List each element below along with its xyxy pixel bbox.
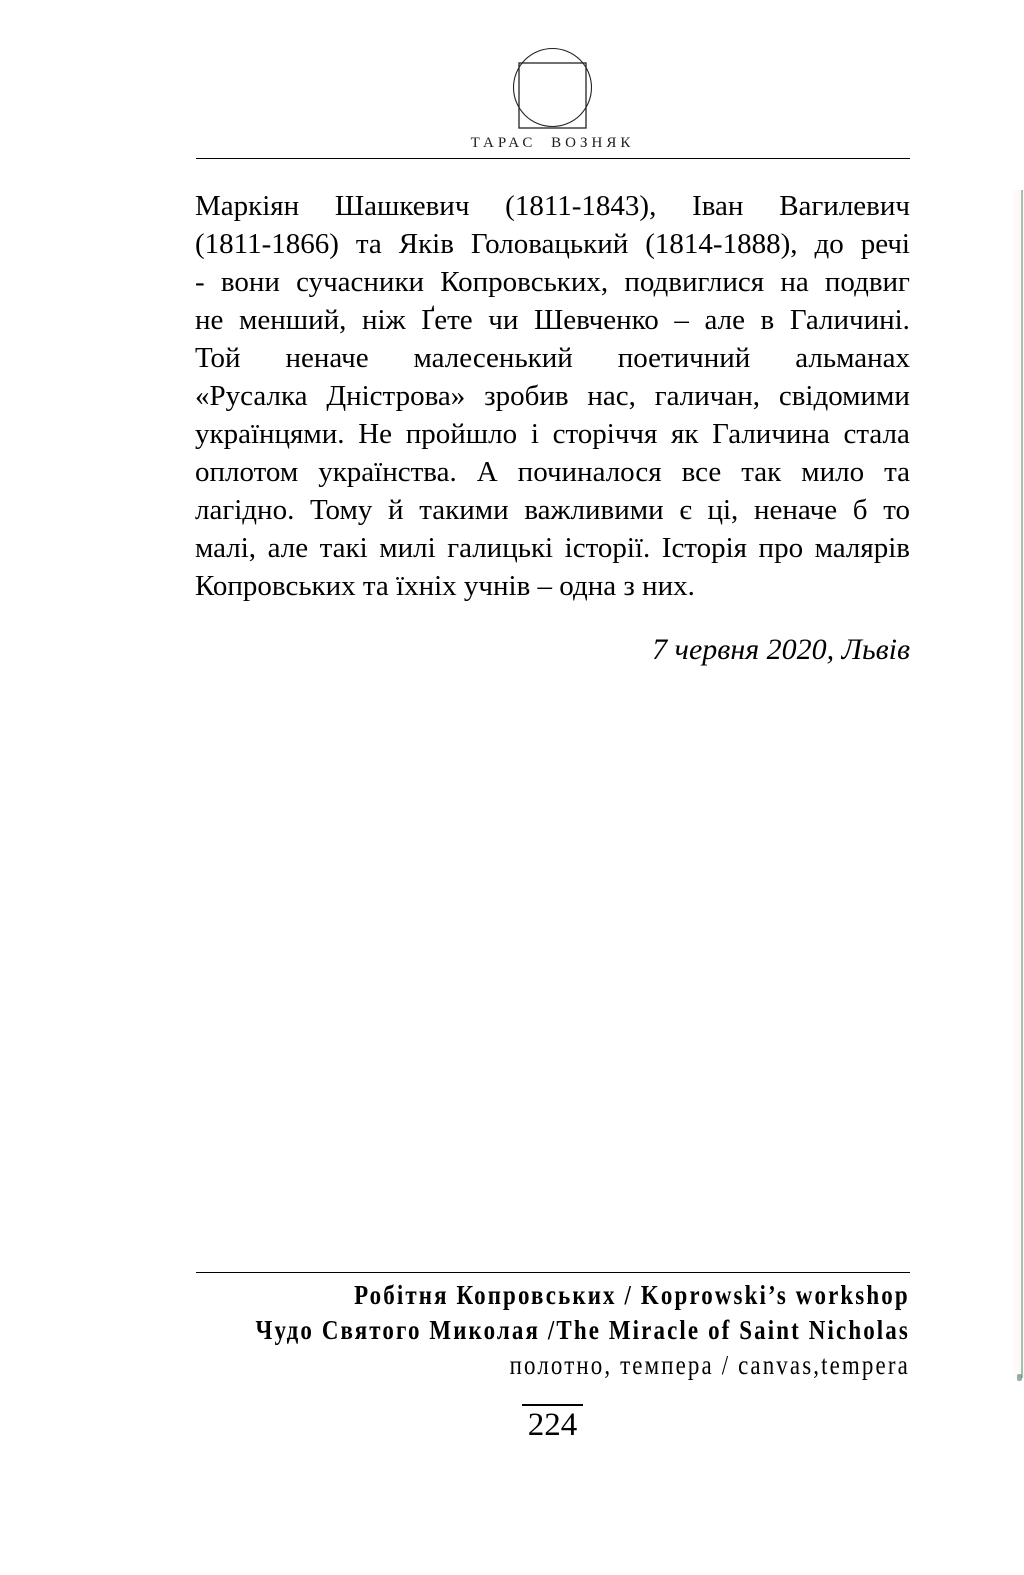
word: свідомими <box>778 380 910 412</box>
word: і <box>530 418 539 450</box>
word: важливими <box>524 494 664 526</box>
word: вони <box>220 266 280 298</box>
word: як <box>671 418 699 450</box>
word: А <box>476 456 498 488</box>
word: – <box>674 304 689 336</box>
body-line <box>195 263 910 301</box>
word: Яків <box>398 228 454 260</box>
word: стала <box>843 418 910 450</box>
word: речі <box>860 228 910 260</box>
word: - <box>195 266 205 298</box>
body-line <box>195 187 910 225</box>
word: пройшло <box>405 418 518 450</box>
word: про <box>758 532 804 564</box>
word: Тому <box>310 494 373 526</box>
word: так <box>741 456 782 488</box>
author-name: ТАРАС ВОЗНЯК <box>470 135 635 151</box>
word: нас, <box>587 380 636 412</box>
page-number-container <box>195 1404 910 1445</box>
word: поетичний <box>617 342 751 374</box>
caption-line-workshop <box>95 1278 910 1313</box>
word: оплотом <box>195 456 299 488</box>
word: мило <box>801 456 865 488</box>
word: (1811-1866) <box>195 228 339 260</box>
caption-text: полотно, темпера / canvas,tempera <box>509 1350 910 1380</box>
word: «Русалка <box>195 380 308 412</box>
word: до <box>814 228 844 260</box>
scan-edge-line <box>1021 190 1023 1378</box>
word: менший, <box>239 304 347 336</box>
word: неначе <box>753 494 838 526</box>
word: українства. <box>318 456 457 488</box>
word: то <box>883 494 910 526</box>
word: не <box>195 304 224 336</box>
word: Копровських, <box>440 266 609 298</box>
word: Головацький <box>470 228 629 260</box>
word: б <box>852 494 868 526</box>
word: й <box>388 494 404 526</box>
word: Шевченко <box>533 304 659 336</box>
circle-square-monogram-icon <box>505 44 605 136</box>
page-number: 224 <box>522 1404 584 1445</box>
word: чи <box>488 304 519 336</box>
footer-rule <box>196 1272 910 1273</box>
word: але <box>267 532 309 564</box>
word: але <box>704 304 745 336</box>
word: на <box>780 266 809 298</box>
scan-edge-tint <box>1010 190 1024 1378</box>
body-line <box>195 225 910 263</box>
header-rule <box>196 158 910 159</box>
word: Галичина <box>712 418 830 450</box>
word: (1814-1888), <box>645 228 798 260</box>
caption-line-title <box>95 1313 910 1348</box>
word: Історія <box>661 532 747 564</box>
word: ніж <box>361 304 406 336</box>
body-line <box>195 491 910 529</box>
word: Ґете <box>421 304 473 336</box>
word: Шашкевич <box>334 190 470 222</box>
word: такі <box>319 532 368 564</box>
word: альманах <box>795 342 910 374</box>
word: Галичині. <box>789 304 910 336</box>
word: зробив <box>484 380 569 412</box>
word: сучасники <box>296 266 425 298</box>
word: (1811-1843), <box>505 190 657 222</box>
main-paragraph <box>195 187 910 605</box>
word: малі, <box>195 532 257 564</box>
caption-line-medium <box>95 1348 910 1383</box>
scan-smudge <box>1017 1374 1022 1381</box>
word: лагідно. <box>195 494 295 526</box>
word: Не <box>358 418 393 450</box>
word: в <box>760 304 775 336</box>
word: сторіччя <box>552 418 658 450</box>
word: Маркіян <box>195 190 300 222</box>
word: ці, <box>707 494 739 526</box>
word: подвиг <box>824 266 910 298</box>
caption-text: Чудо Святого Миколая /The Miracle of Saint Nicholas <box>255 1315 910 1345</box>
word: є <box>679 494 692 526</box>
word: Дністрова» <box>326 380 466 412</box>
artwork-caption <box>95 1278 910 1383</box>
word: малярів <box>814 532 910 564</box>
dateline: 7 червня 2020, Львів <box>652 633 910 666</box>
word: Той <box>195 342 241 374</box>
word: все <box>681 456 722 488</box>
word: Вагилевич <box>779 190 910 222</box>
word: подвиглися <box>624 266 765 298</box>
word: малесенький <box>413 342 573 374</box>
word: та <box>355 228 382 260</box>
word: історії. <box>564 532 651 564</box>
body-line <box>195 415 910 453</box>
word: галичан, <box>654 380 761 412</box>
body-line-last: Копровських та їхніх учнів – одна з них. <box>195 570 695 602</box>
word: та <box>884 456 910 488</box>
word: починалося <box>517 456 662 488</box>
body-line <box>195 339 910 377</box>
word: такими <box>419 494 509 526</box>
word: українцями. <box>195 418 345 450</box>
word: неначе <box>285 342 369 374</box>
word: Іван <box>692 190 744 222</box>
body-line <box>195 529 910 567</box>
body-line <box>195 453 910 491</box>
body-line <box>195 301 910 339</box>
body-line <box>195 377 910 415</box>
word: милі <box>379 532 436 564</box>
caption-text: Робітня Копровських / Koprowski’s workshop <box>354 1280 910 1310</box>
word: галицькі <box>447 532 554 564</box>
